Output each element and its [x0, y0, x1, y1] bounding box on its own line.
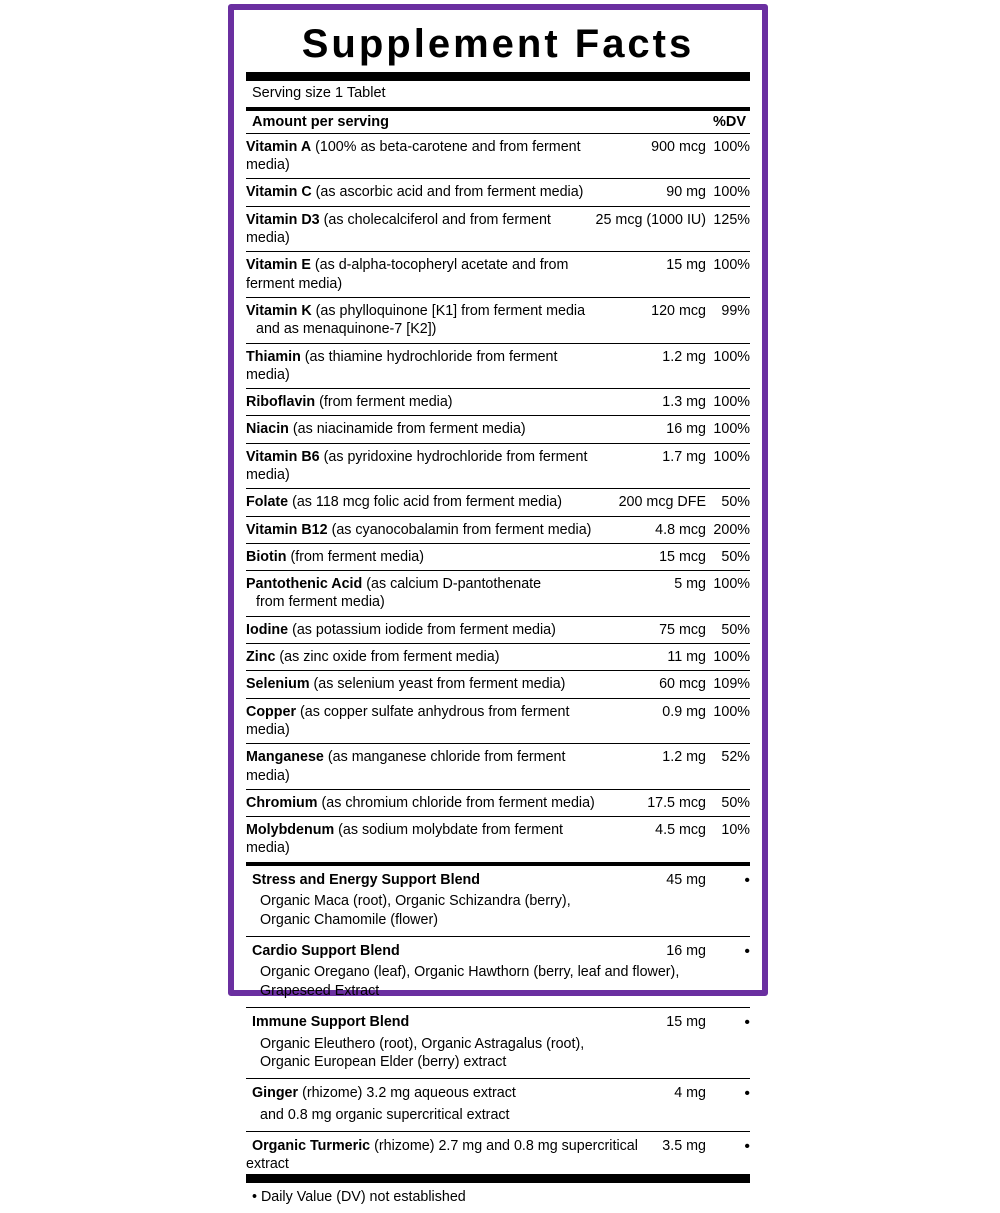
nutrient-name: Riboflavin — [246, 394, 316, 411]
daily-value-label: %DV — [712, 113, 746, 130]
nutrient-dv: 125% — [706, 206, 750, 252]
nutrient-dv: 100% — [706, 443, 750, 489]
blend-ingredients-line1: Organic Maca (root), Organic Schizandra (berry), — [260, 893, 571, 910]
nutrient-dv: 100% — [706, 134, 750, 179]
nutrient-dv: 100% — [706, 571, 750, 617]
nutrient-name: Vitamin K — [246, 302, 312, 319]
blend-name-cell — [246, 1131, 662, 1174]
nutrient-dv: 100% — [706, 179, 750, 206]
table-row — [246, 616, 750, 643]
nutrient-amount: 17.5 mcg — [596, 789, 706, 816]
nutrient-detail: (as thiamine hydrochloride from ferment media) — [246, 348, 558, 383]
amount-per-serving-label: Amount per serving — [252, 113, 389, 130]
nutrient-dv: 100% — [706, 343, 750, 389]
nutrient-detail: (as manganese chloride from ferment media) — [246, 749, 566, 784]
blend-name: Cardio Support Blend — [252, 942, 400, 959]
table-row — [246, 789, 750, 816]
table-row — [246, 1035, 750, 1079]
nutrient-dv: 200% — [706, 516, 750, 543]
table-row — [246, 817, 750, 862]
nutrient-dv: 109% — [706, 671, 750, 698]
daily-value-footnote: • Daily Value (DV) not established — [252, 1189, 466, 1206]
blend-ingredients-line2: Organic European Elder (berry) extract — [260, 1054, 507, 1071]
table-row — [246, 892, 750, 936]
nutrient-detail: (as potassium iodide from ferment media) — [292, 621, 556, 638]
nutrients-table — [246, 134, 750, 862]
blends-table — [246, 866, 750, 1174]
footnote-divider — [246, 1174, 750, 1183]
blend-ingredients-line1: Organic Oregano (leaf), Organic Hawthorn (berry, leaf and flower), — [260, 964, 680, 981]
table-row — [246, 936, 750, 963]
blend-ingredients-line2: Grapeseed Extract — [260, 983, 380, 1000]
nutrient-detail: (as ascorbic acid and from ferment media) — [315, 184, 584, 201]
blend-name: Immune Support Blend — [252, 1014, 410, 1031]
nutrient-name-cell — [246, 789, 596, 816]
nutrient-name: Vitamin E — [246, 257, 311, 274]
nutrient-name-cell — [246, 297, 596, 343]
nutrient-detail: (as phylloquinone [K1] from ferment media — [315, 302, 586, 319]
nutrient-name-cell — [246, 644, 596, 671]
nutrient-name-cell — [246, 489, 596, 516]
nutrient-name: Vitamin A — [246, 138, 312, 155]
table-row — [246, 1106, 750, 1131]
nutrient-detail-line2: from ferment media) — [256, 594, 385, 611]
nutrient-name: Manganese — [246, 749, 324, 766]
table-row — [246, 179, 750, 206]
nutrient-name-cell — [246, 817, 596, 862]
nutrient-detail: (as cholecalciferol and from ferment media) — [246, 211, 551, 247]
nutrient-name-cell — [246, 671, 596, 698]
nutrient-detail: (as chromium chloride from ferment media) — [321, 794, 595, 811]
blend-ingredients-cell — [246, 1035, 750, 1079]
serving-size: Serving size 1 Tablet — [252, 85, 386, 101]
blend-name-detail: (rhizome) 3.2 mg aqueous extract — [302, 1085, 516, 1102]
nutrient-name-cell — [246, 516, 596, 543]
nutrient-name-cell — [246, 389, 596, 416]
nutrient-dv: 52% — [706, 744, 750, 790]
nutrient-amount: 120 mcg — [596, 297, 706, 343]
nutrient-dv: 100% — [706, 389, 750, 416]
blend-amount: 15 mg — [666, 1014, 706, 1031]
nutrient-detail: (100% as beta-carotene and from ferment media) — [246, 138, 581, 174]
nutrient-amount: 15 mcg — [596, 543, 706, 570]
nutrient-amount: 1.7 mg — [596, 443, 706, 489]
blend-name: Stress and Energy Support Blend — [252, 871, 480, 888]
table-row — [246, 866, 750, 892]
nutrient-name: Vitamin D3 — [246, 211, 320, 228]
table-row — [246, 963, 750, 1007]
table-row — [246, 516, 750, 543]
table-row — [246, 443, 750, 489]
blend-ingredients-line1: and 0.8 mg organic supercritical extract — [260, 1106, 510, 1123]
blend-ingredients-line2: Organic Chamomile (flower) — [260, 912, 438, 929]
nutrient-name-cell — [246, 252, 596, 298]
table-row — [246, 1079, 750, 1106]
blend-amount: 4 mg — [674, 1085, 706, 1102]
nutrient-detail: (as cyanocobalamin from ferment media) — [331, 521, 592, 538]
nutrient-name: Niacin — [246, 421, 289, 438]
nutrient-name-cell — [246, 343, 596, 389]
nutrient-dv: 100% — [706, 252, 750, 298]
nutrient-dv: 50% — [706, 543, 750, 570]
nutrient-name-cell — [246, 443, 596, 489]
table-row — [246, 343, 750, 389]
nutrient-name-cell — [246, 616, 596, 643]
table-row — [246, 416, 750, 443]
nutrient-amount: 25 mcg (1000 IU) — [596, 206, 706, 252]
nutrient-name: Folate — [246, 494, 289, 511]
table-row — [246, 389, 750, 416]
table-row — [246, 698, 750, 744]
table-row — [246, 206, 750, 252]
nutrient-detail-line2: and as menaquinone-7 [K2]) — [256, 321, 437, 338]
nutrient-detail: (as niacinamide from ferment media) — [292, 421, 526, 438]
blend-ingredients-cell — [246, 892, 750, 936]
nutrient-dv: 100% — [706, 416, 750, 443]
table-row — [246, 744, 750, 790]
nutrient-detail: (as calcium D-pantothenate — [366, 576, 542, 593]
blend-name: Ginger — [252, 1085, 299, 1102]
table-row — [246, 1008, 750, 1035]
blend-dv: • — [744, 1085, 750, 1103]
table-row — [246, 671, 750, 698]
nutrient-amount: 0.9 mg — [596, 698, 706, 744]
nutrient-dv: 99% — [706, 297, 750, 343]
nutrient-detail: (as sodium molybdate from ferment media) — [246, 822, 564, 857]
blend-dv: • — [744, 1137, 750, 1155]
nutrient-name: Pantothenic Acid — [246, 576, 363, 593]
nutrient-amount: 16 mg — [596, 416, 706, 443]
nutrient-name: Thiamin — [246, 348, 301, 365]
table-row — [246, 297, 750, 343]
blend-ingredients-cell — [246, 1106, 750, 1131]
nutrient-name: Iodine — [246, 621, 289, 638]
nutrient-name-cell — [246, 571, 596, 617]
nutrient-name: Molybdenum — [246, 822, 335, 839]
nutrient-amount: 90 mg — [596, 179, 706, 206]
table-row — [246, 543, 750, 570]
nutrient-detail: (from ferment media) — [319, 394, 453, 411]
blend-amount: 3.5 mg — [662, 1137, 706, 1154]
blend-name-cell — [246, 1079, 662, 1106]
table-row — [246, 489, 750, 516]
blend-amount: 16 mg — [666, 942, 706, 959]
nutrient-detail: (as pyridoxine hydrochloride from ferment media) — [246, 448, 588, 483]
nutrient-name: Zinc — [246, 649, 276, 666]
nutrient-name: Vitamin B6 — [246, 448, 320, 465]
nutrient-name: Vitamin C — [246, 184, 312, 201]
nutrient-amount: 75 mcg — [596, 616, 706, 643]
nutrient-name-cell — [246, 543, 596, 570]
nutrient-dv: 100% — [706, 698, 750, 744]
nutrient-name: Selenium — [246, 676, 310, 693]
nutrient-amount: 1.3 mg — [596, 389, 706, 416]
nutrient-dv: 100% — [706, 644, 750, 671]
nutrient-name-cell — [246, 206, 596, 252]
nutrient-amount: 4.8 mcg — [596, 516, 706, 543]
nutrient-amount: 200 mcg DFE — [596, 489, 706, 516]
nutrient-amount: 900 mcg — [596, 134, 706, 179]
nutrient-detail: (as d-alpha-tocopheryl acetate and from ferment media) — [246, 257, 569, 292]
nutrient-name-cell — [246, 698, 596, 744]
blend-ingredients-cell — [246, 963, 750, 1007]
blend-name-detail: (rhizome) 2.7 mg and 0.8 mg supercritical extract — [246, 1137, 638, 1172]
blend-dv: • — [744, 1014, 750, 1032]
nutrient-name-cell — [246, 179, 596, 206]
page-title: Supplement Facts — [301, 22, 695, 66]
nutrient-detail: (as 118 mcg folic acid from ferment media) — [292, 494, 562, 511]
nutrient-amount: 11 mg — [596, 644, 706, 671]
title-divider — [246, 72, 750, 81]
table-row — [246, 644, 750, 671]
table-row — [246, 571, 750, 617]
nutrient-amount: 4.5 mcg — [655, 822, 706, 839]
supplement-facts-panel — [246, 10, 750, 1213]
table-row — [246, 252, 750, 298]
table-row — [246, 1131, 750, 1174]
nutrient-amount: 60 mcg — [596, 671, 706, 698]
nutrient-name: Biotin — [246, 548, 287, 565]
nutrient-amount: 15 mg — [596, 252, 706, 298]
amounts-header-row — [246, 111, 750, 133]
nutrient-name-cell — [246, 744, 596, 790]
nutrient-detail: (as copper sulfate anhydrous from ferment media) — [246, 703, 570, 738]
nutrient-dv: 10% — [721, 822, 750, 839]
blend-ingredients-line1: Organic Eleuthero (root), Organic Astragalus (root), — [260, 1035, 585, 1052]
table-row — [246, 134, 750, 179]
nutrient-name: Copper — [246, 703, 297, 720]
blend-name-cell — [246, 1008, 662, 1035]
nutrient-detail: (as selenium yeast from ferment media) — [313, 676, 566, 693]
nutrient-name-cell — [246, 134, 596, 179]
blend-dv: • — [744, 871, 750, 889]
nutrient-amount: 1.2 mg — [596, 744, 706, 790]
nutrient-amount: 1.2 mg — [596, 343, 706, 389]
blend-name-cell — [246, 936, 662, 963]
blend-name-cell — [246, 866, 662, 892]
nutrient-dv: 50% — [706, 616, 750, 643]
blend-amount: 45 mg — [666, 871, 706, 888]
nutrient-dv: 50% — [706, 489, 750, 516]
blend-name: Organic Turmeric — [252, 1137, 371, 1154]
nutrient-name: Chromium — [246, 794, 318, 811]
blend-dv: • — [744, 942, 750, 960]
nutrient-name-cell — [246, 416, 596, 443]
nutrient-name: Vitamin B12 — [246, 521, 328, 538]
nutrient-amount: 5 mg — [596, 571, 706, 617]
nutrient-detail: (from ferment media) — [290, 548, 424, 565]
nutrient-dv: 50% — [706, 789, 750, 816]
nutrient-detail: (as zinc oxide from ferment media) — [279, 649, 500, 666]
